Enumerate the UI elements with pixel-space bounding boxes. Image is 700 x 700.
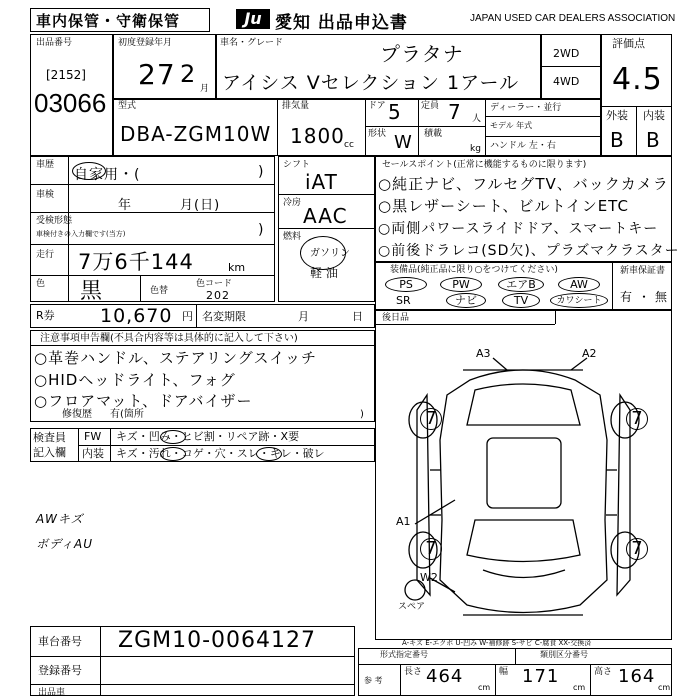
height-unit: cm bbox=[658, 683, 671, 692]
tire-front-right: 7 bbox=[626, 408, 648, 430]
inspection-year-unit: 年 bbox=[118, 198, 133, 213]
inspection-form-label: 受検形態 bbox=[36, 216, 73, 226]
doors-label: ドア bbox=[368, 101, 386, 111]
name-change-label: 名変期限 bbox=[202, 310, 246, 323]
shape-label: 形状 bbox=[368, 129, 387, 139]
length-unit: cm bbox=[478, 683, 491, 692]
damage-legend: A-キズ E-エクボ U-凹み W-補修跡 S-サビ C-腐食 XX-交換済 bbox=[402, 639, 592, 647]
listing-number-label: 出品番号 bbox=[36, 38, 73, 48]
fw-items: キズ・凹み・ヒビ割・リペア跡・X要 bbox=[116, 430, 300, 443]
color-code-label: 色コード bbox=[196, 279, 233, 289]
registration-year: 27 bbox=[138, 58, 176, 91]
registration-month: 2 bbox=[180, 60, 197, 88]
repair-history-label: 修復歴 bbox=[62, 409, 92, 420]
vehicle-name-line1: プラタナ bbox=[380, 42, 464, 66]
recycle-yen: 円 bbox=[182, 310, 193, 323]
color-code-value: 202 bbox=[206, 289, 230, 302]
chassis-number: ZGM10-0064127 bbox=[118, 628, 317, 653]
ju-logo bbox=[236, 9, 270, 29]
int-circle-1 bbox=[160, 447, 186, 461]
form-title: 愛知 出品申込書 bbox=[275, 13, 408, 33]
warranty-label: 新車保証書 bbox=[620, 266, 666, 276]
inspection-form-close: ) bbox=[258, 222, 265, 238]
fuel-gasoline: ガソリン bbox=[310, 248, 350, 259]
history-close: ) bbox=[258, 164, 265, 180]
callout-a1: A1 bbox=[396, 515, 411, 528]
callout-w2: W2 bbox=[420, 571, 438, 584]
selling-point-1: ○純正ナビ、フルセグTV、バックカメラ bbox=[378, 175, 669, 193]
repair-history-value: 有(箇所 bbox=[110, 409, 144, 420]
drive-2wd: 2WD bbox=[553, 47, 580, 60]
length-label: 長さ bbox=[404, 667, 423, 677]
lot-bracket: [2152] bbox=[46, 68, 86, 82]
model-label: 型式 bbox=[118, 101, 137, 111]
inspection-label: 車検 bbox=[36, 190, 55, 200]
name-change-month: 月 bbox=[298, 310, 309, 323]
registration-label: 初度登録年月 bbox=[118, 38, 173, 48]
association-name: JAPAN USED CAR DEALERS ASSOCIATION bbox=[470, 13, 676, 24]
callout-a2: A2 bbox=[582, 347, 597, 360]
persons-unit: 人 bbox=[472, 114, 482, 124]
listing-number: 03066 bbox=[34, 88, 107, 118]
capacity-label: 定員 bbox=[421, 101, 440, 111]
history-value: 自家用・( bbox=[74, 167, 141, 183]
tire-rear-left: 7 bbox=[420, 538, 442, 560]
handle-label: ハンドル 左・右 bbox=[490, 141, 556, 151]
notes-line-1: ○革巻ハンドル、ステアリングスイッチ bbox=[34, 349, 317, 367]
warranty-sep: ・ bbox=[638, 290, 651, 304]
model-year-label: モデル 年式 bbox=[490, 121, 533, 130]
evaluation-score: 4.5 bbox=[612, 62, 663, 97]
inspector-label-1: 検査員 bbox=[33, 431, 66, 444]
notes-label: 注意事項申告欄(不具合内容等は具体的に記入して下さい) bbox=[40, 333, 298, 344]
doors-value: 5 bbox=[388, 100, 402, 124]
km-unit: km bbox=[228, 261, 246, 274]
capacity-value: 7 bbox=[448, 100, 462, 124]
shift-value: iAT bbox=[305, 170, 338, 194]
warranty-no: 無 bbox=[655, 290, 668, 304]
mileage-label: 走行 bbox=[36, 250, 55, 260]
vehicle-name-label: 車名・グレード bbox=[220, 38, 284, 48]
memo-2: ボディAU bbox=[36, 537, 94, 551]
warranty-yes: 有 bbox=[620, 290, 633, 304]
exterior-grade: B bbox=[610, 128, 625, 152]
registration-month-unit: 月 bbox=[200, 84, 210, 94]
vehicle-name-line2: アイシス Vセレクション 1アール bbox=[222, 72, 520, 94]
form-number-label: 形式指定番号 bbox=[380, 650, 428, 659]
model-code: DBA-ZGM10W bbox=[120, 122, 272, 146]
car-diagram bbox=[375, 340, 672, 630]
ju-logo-text: Ju bbox=[244, 9, 262, 28]
cc-unit: cc bbox=[344, 140, 354, 150]
equip-sr: SR bbox=[396, 294, 411, 307]
equipment-label: 装備品(純正品に限り○をつけてください) bbox=[390, 265, 558, 275]
reference-label: 参 考 bbox=[364, 676, 383, 685]
tire-front-left: 7 bbox=[420, 408, 442, 430]
selling-point-3: ○両側パワースライドドア、スマートキー bbox=[378, 221, 659, 237]
color-change-label: 色替 bbox=[150, 286, 169, 296]
displacement-value: 1800 bbox=[290, 124, 345, 148]
recycle-label: R券 bbox=[36, 309, 55, 322]
chassis-label: 車台番号 bbox=[38, 635, 82, 648]
spare-label: スペア bbox=[398, 602, 426, 612]
selling-point-2: ○黒レザーシート、ビルトインETC bbox=[378, 197, 629, 215]
color-value: 黒 bbox=[80, 279, 104, 304]
dealer-import-label: ディーラー・並行 bbox=[490, 103, 562, 113]
equip-leather: カワシート bbox=[550, 293, 608, 308]
int-items: キズ・汚れ・コゲ・穴・スレ・キレ・破レ bbox=[116, 447, 325, 460]
load-label: 積載 bbox=[424, 129, 443, 139]
equip-tv: TV bbox=[502, 293, 540, 308]
equip-pw: PW bbox=[440, 277, 482, 292]
memo-1: AWキズ bbox=[36, 512, 84, 526]
type-number-label: 類別区分番号 bbox=[540, 650, 588, 659]
tire-rear-right: 7 bbox=[626, 538, 648, 560]
selling-points-label: セールスポイント(正常に機能するものに限ります) bbox=[382, 160, 587, 170]
exhibitor-label: 出品車 bbox=[38, 688, 66, 698]
equip-airbag: エアB bbox=[498, 277, 544, 292]
exterior-label: 外装 bbox=[606, 109, 628, 122]
callout-a3: A3 bbox=[476, 347, 491, 360]
equip-navi: ナビ bbox=[446, 293, 486, 308]
fw-circle bbox=[160, 430, 186, 444]
displacement-label: 排気量 bbox=[282, 101, 310, 111]
height-label: 高さ bbox=[594, 667, 613, 677]
selling-point-4: ○前後ドラレコ(SD欠)、プラズマクラスター bbox=[378, 243, 680, 259]
interior-label: 内装 bbox=[643, 109, 665, 122]
shift-label: シフト bbox=[283, 160, 311, 170]
int-circle-2 bbox=[256, 447, 282, 461]
height-value: 164 bbox=[618, 666, 656, 687]
kg-unit: kg bbox=[470, 144, 481, 154]
color-label: 色 bbox=[36, 279, 46, 289]
history-label: 車歴 bbox=[36, 160, 55, 170]
registration-number-label: 登録番号 bbox=[38, 664, 82, 677]
inspection-form-note: 車検付きの入力欄です(当方) bbox=[36, 230, 126, 238]
fuel-diesel: 軽 油 bbox=[310, 266, 338, 280]
equip-aw: AW bbox=[558, 277, 600, 292]
equip-ps: PS bbox=[385, 277, 427, 292]
length-value: 464 bbox=[426, 666, 464, 687]
interior-grade: B bbox=[646, 128, 661, 152]
inspection-month-unit: 月(日) bbox=[180, 198, 221, 213]
mileage-value: 7万6千144 bbox=[78, 250, 194, 274]
recycle-amount: 10,670 bbox=[100, 305, 173, 327]
inspector-label-2: 記入欄 bbox=[33, 446, 66, 459]
int-label: 内装 bbox=[82, 447, 104, 460]
fuel-label: 燃料 bbox=[283, 232, 302, 242]
shape-value: W bbox=[394, 132, 413, 153]
notes-line-2: ○HIDヘッドライト、フォグ bbox=[34, 371, 236, 389]
ac-value: AAC bbox=[303, 204, 348, 228]
drive-4wd: 4WD bbox=[553, 75, 580, 88]
evaluation-label: 評価点 bbox=[612, 37, 645, 50]
remarks-label: 後日品 bbox=[382, 313, 410, 323]
repair-history-close: ) bbox=[360, 409, 364, 420]
width-value: 171 bbox=[522, 666, 560, 687]
name-change-day: 日 bbox=[352, 310, 363, 323]
width-label: 幅 bbox=[499, 667, 509, 677]
fw-label: FW bbox=[84, 430, 102, 443]
width-unit: cm bbox=[573, 683, 586, 692]
storage-badge-text: 車内保管・守衛保管 bbox=[36, 12, 181, 30]
notes-line-3: ○フロアマット、ドアバイザー bbox=[34, 392, 253, 410]
ac-label: 冷房 bbox=[283, 198, 302, 208]
